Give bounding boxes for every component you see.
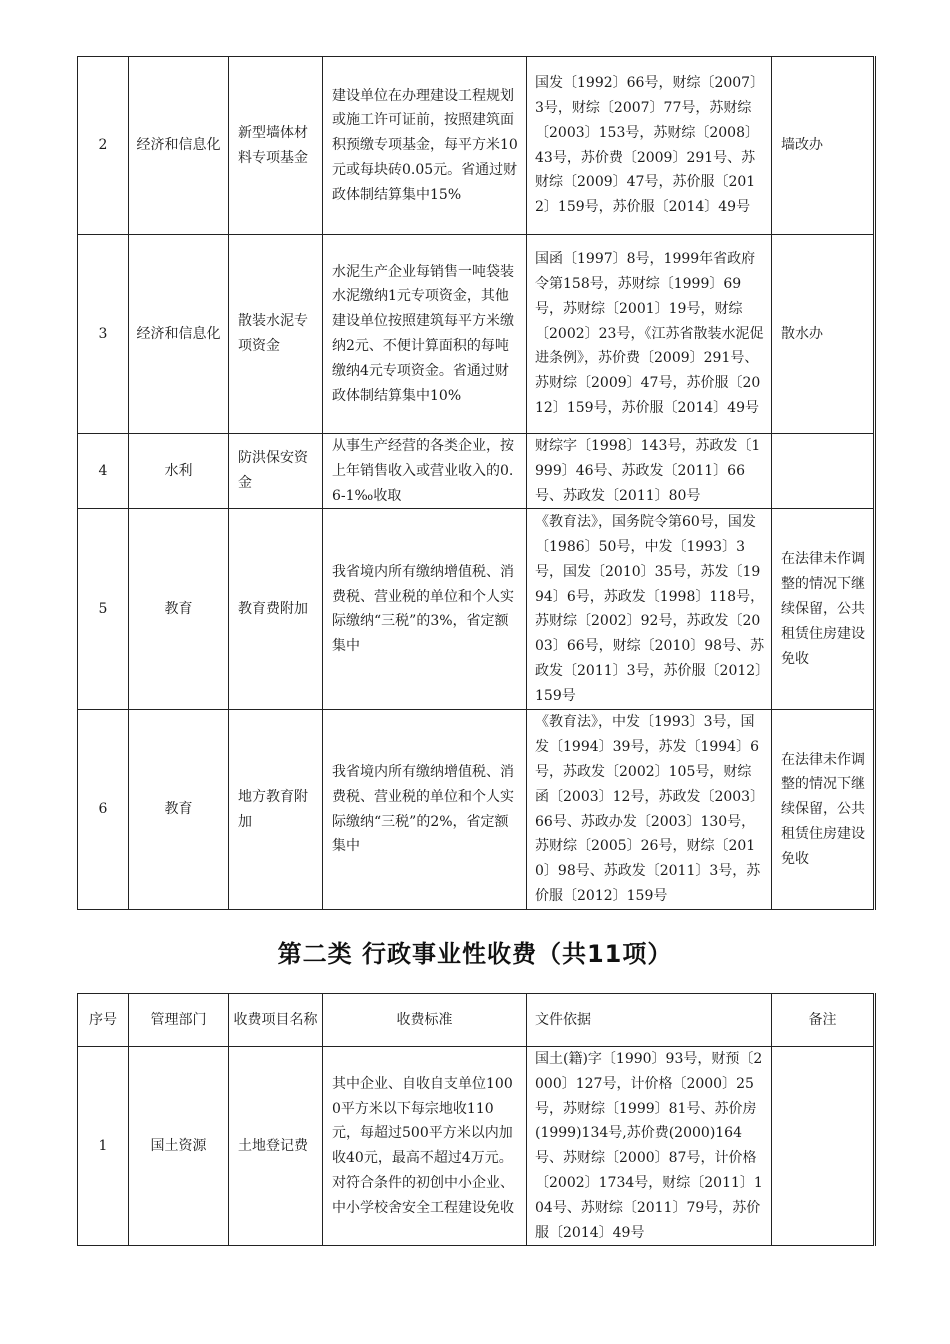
fee-item-name: 散装水泥专项资金 (229, 235, 323, 434)
table-row (78, 235, 875, 434)
column-header-basis: 文件依据 (527, 994, 772, 1047)
fee-standard: 我省境内所有缴纳增值税、消费税、营业税的单位和个人实际缴纳“三税”的3%，省定额集中 (323, 509, 527, 710)
fee-item-name: 新型墙体材料专项基金 (229, 57, 323, 235)
fee-item-name: 防洪保安资金 (229, 434, 323, 509)
fee-item-name: 教育费附加 (229, 509, 323, 710)
remarks (772, 1047, 875, 1246)
table-row (78, 1047, 875, 1246)
section-title: 第二类 行政事业性收费（共11项） (277, 940, 673, 968)
management-department: 教育 (129, 509, 229, 710)
column-header-remarks: 备注 (772, 994, 875, 1047)
row-number: 3 (78, 235, 129, 434)
remarks: 在法律未作调整的情况下继续保留，公共租赁住房建设免收 (772, 710, 875, 909)
document-basis: 国土(籍)字〔1990〕93号，财预〔2000〕127号，计价格〔2000〕25号，苏财综〔1999〕81号、苏价房(1999)134号,苏价费(2000)164号、苏财综〔2000〕87号，计价格〔2002〕1734号，财综〔2011〕104号、苏财综〔2011〕79号，苏价服〔2014〕49号 (527, 1047, 772, 1246)
fee-standard: 从事生产经营的各类企业，按上年销售收入或营业收入的0.6-1‰收取 (323, 434, 527, 509)
fee-item-name: 地方教育附加 (229, 710, 323, 909)
fee-standard: 其中企业、自收自支单位1000平方米以下每宗地收110元，每超过500平方米以内加收40元，最高不超过4万元。对符合条件的初创中小企业、中小学校舍安全工程建设免收 (323, 1047, 527, 1246)
column-header-number: 序号 (78, 994, 129, 1047)
fee-table-part-1 (77, 56, 876, 910)
management-department: 水利 (129, 434, 229, 509)
remarks: 在法律未作调整的情况下继续保留，公共租赁住房建设免收 (772, 509, 875, 710)
document-basis: 财综字〔1998〕143号，苏政发〔1999〕46号、苏政发〔2011〕66号、苏政发〔2011〕80号 (527, 434, 772, 509)
table-header-row (78, 994, 875, 1047)
row-number: 2 (78, 57, 129, 235)
remarks: 散水办 (772, 235, 875, 434)
fee-standard: 水泥生产企业每销售一吨袋装水泥缴纳1元专项资金，其他建设单位按照建筑每平方米缴纳2元、不便计算面积的每吨缴纳4元专项资金。省通过财政体制结算集中10% (323, 235, 527, 434)
table-row (78, 509, 875, 710)
table-row (78, 710, 875, 909)
remarks (772, 434, 875, 509)
fee-standard: 建设单位在办理建设工程规划或施工许可证前，按照建筑面积预缴专项基金，每平方米10元或每块砖0.05元。省通过财政体制结算集中15% (323, 57, 527, 235)
document-basis: 国发〔1992〕66号，财综〔2007〕3号，财综〔2007〕77号，苏财综〔2003〕153号，苏财综〔2008〕43号，苏价费〔2009〕291号、苏财综〔2009〕47号，苏价服〔2012〕159号，苏价服〔2014〕49号 (527, 57, 772, 235)
fee-standard: 我省境内所有缴纳增值税、消费税、营业税的单位和个人实际缴纳“三税”的2%，省定额集中 (323, 710, 527, 909)
management-department: 国土资源 (129, 1047, 229, 1246)
row-number: 5 (78, 509, 129, 710)
row-number: 4 (78, 434, 129, 509)
table-row (78, 434, 875, 509)
document-basis: 《教育法》，国务院令第60号，国发〔1986〕50号，中发〔1993〕3号，国发〔2010〕35号，苏发〔1994〕6号，苏政发〔1998〕118号，苏财综〔2002〕92号，苏政发〔2003〕66号，财综〔2010〕98号、苏政发〔2011〕3号，苏价服〔2012〕159号 (527, 509, 772, 710)
fee-table-part-2 (77, 993, 876, 1246)
management-department: 经济和信息化 (129, 57, 229, 235)
table-row (78, 57, 875, 235)
row-number: 6 (78, 710, 129, 909)
fee-item-name: 土地登记费 (229, 1047, 323, 1246)
column-header-standard: 收费标准 (323, 994, 527, 1047)
row-number: 1 (78, 1047, 129, 1246)
management-department: 教育 (129, 710, 229, 909)
management-department: 经济和信息化 (129, 235, 229, 434)
document-basis: 《教育法》，中发〔1993〕3号，国发〔1994〕39号，苏发〔1994〕6号，苏政发〔2002〕105号，财综函〔2003〕12号，苏政发〔2003〕66号、苏政办发〔2003〕130号，苏财综〔2005〕26号，财综〔2010〕98号、苏政发〔2011〕3号，苏价服〔2012〕159号 (527, 710, 772, 909)
document-basis: 国函〔1997〕8号，1999年省政府令第158号，苏财综〔1999〕69号，苏财综〔2001〕19号，财综〔2002〕23号，《江苏省散装水泥促进条例》，苏价费〔2009〕291号、苏财综〔2009〕47号，苏价服〔2012〕159号，苏价服〔2014〕49号 (527, 235, 772, 434)
column-header-fee-name: 收费项目名称 (229, 994, 323, 1047)
column-header-department: 管理部门 (129, 994, 229, 1047)
remarks: 墙改办 (772, 57, 875, 235)
